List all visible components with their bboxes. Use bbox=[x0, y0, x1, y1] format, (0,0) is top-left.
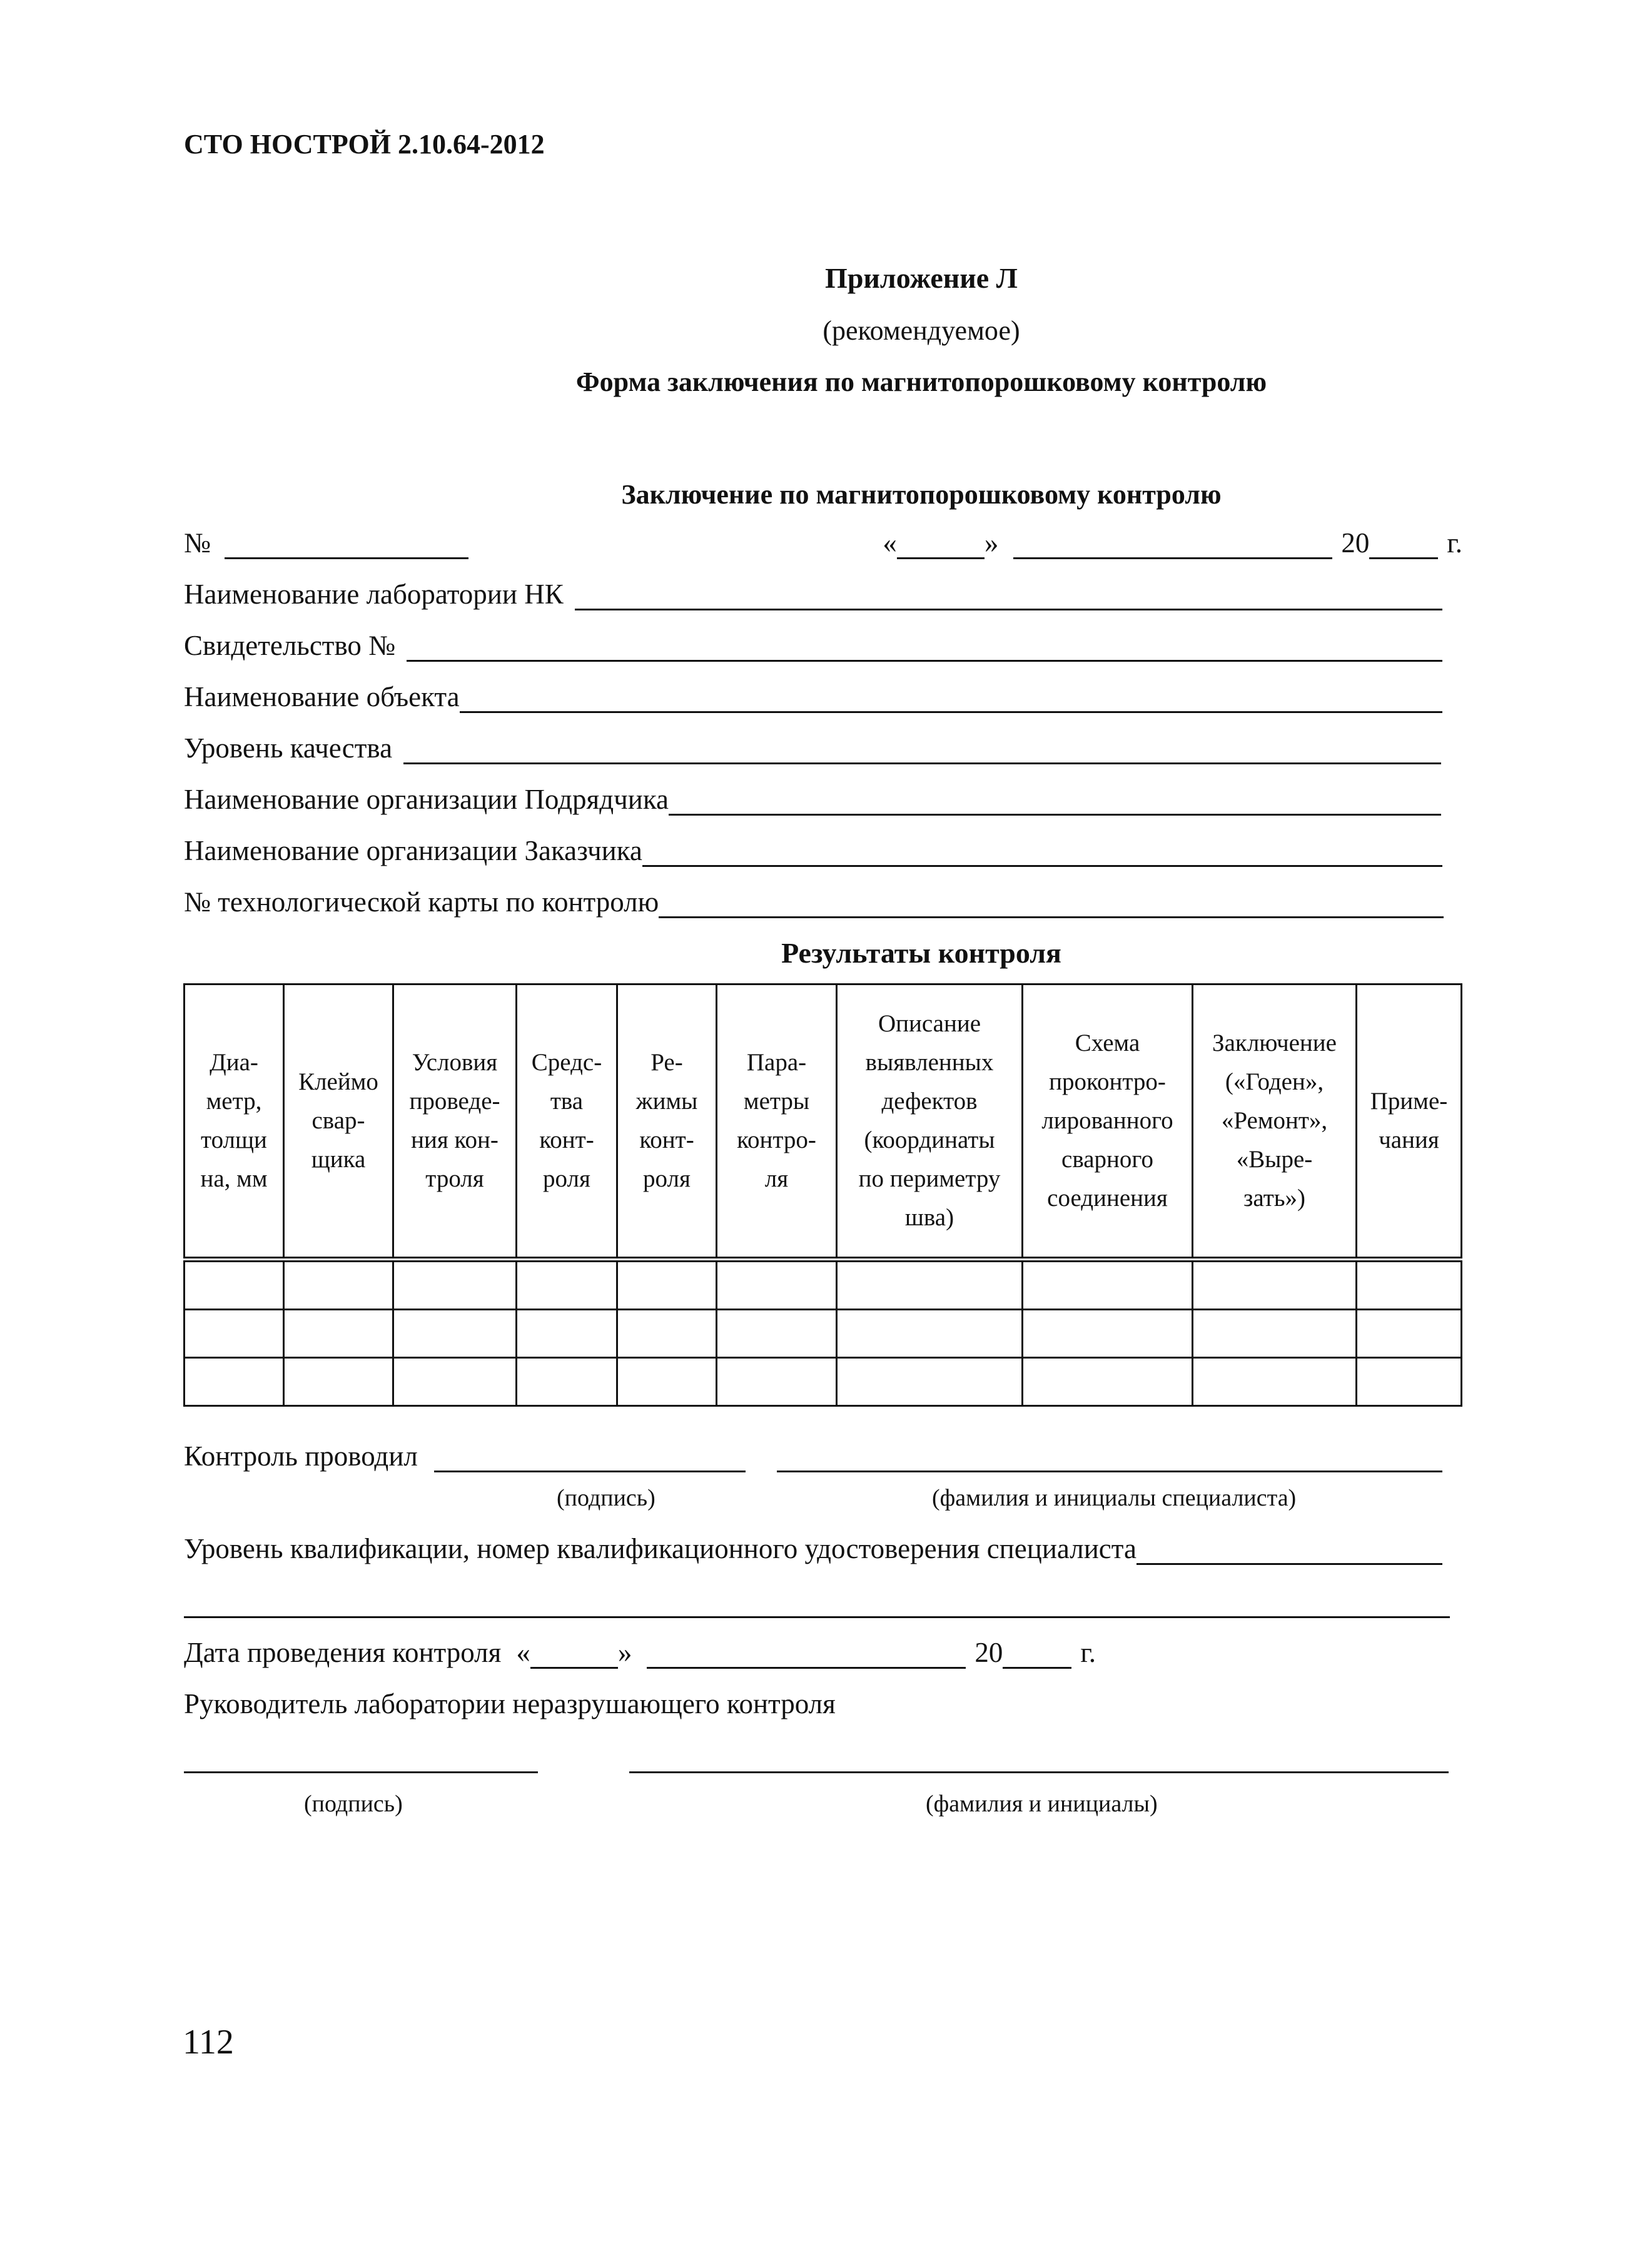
lab-head-row bbox=[184, 1688, 836, 1720]
table-cell[interactable] bbox=[617, 1310, 717, 1358]
signature-caption: (подпись) bbox=[557, 1485, 656, 1511]
col-header-modes: Ре- жимы конт- роля bbox=[617, 985, 717, 1260]
customer-row bbox=[184, 834, 1442, 867]
lab-head-label: Руководитель лаборатории неразрушающего контроля bbox=[184, 1688, 836, 1719]
performed-by-label: Контроль проводил bbox=[184, 1440, 418, 1472]
qualification-continuation-line[interactable] bbox=[184, 1616, 1450, 1618]
fullname-caption: (фамилия и инициалы специалиста) bbox=[932, 1485, 1297, 1511]
lab-name-label: Наименование лаборатории НК bbox=[184, 579, 564, 610]
contractor-field[interactable] bbox=[669, 787, 1441, 816]
control-date-open-quote: « bbox=[516, 1637, 530, 1668]
results-header-row bbox=[185, 985, 1462, 1260]
document-code-header: СТО НОСТРОЙ 2.10.64-2012 bbox=[184, 129, 545, 159]
date-open-quote: « bbox=[883, 527, 897, 559]
table-cell[interactable] bbox=[617, 1358, 717, 1406]
table-cell[interactable] bbox=[185, 1358, 284, 1406]
control-date-year-field[interactable] bbox=[1003, 1641, 1071, 1669]
performed-by-fullname-field[interactable] bbox=[777, 1444, 1442, 1472]
table-cell[interactable] bbox=[1193, 1260, 1357, 1310]
table-cell[interactable] bbox=[717, 1310, 837, 1358]
table-cell[interactable] bbox=[185, 1310, 284, 1358]
conclusion-title: Заключение по магнитопорошковому контролю bbox=[621, 479, 1222, 510]
lab-head-fullname-caption: (фамилия и инициалы) bbox=[926, 1791, 1158, 1817]
col-header-scheme: Схема проконтро- лированного сварного соединения bbox=[1023, 985, 1193, 1260]
col-header-diameter: Диа- метр, толщи на, мм bbox=[185, 985, 284, 1260]
table-cell[interactable] bbox=[717, 1358, 837, 1406]
appendix-title: Приложение Л bbox=[825, 262, 1018, 294]
certificate-label: Свидетельство № bbox=[184, 630, 396, 661]
col-header-means: Средс- тва конт- роля bbox=[517, 985, 617, 1260]
date-year-field[interactable] bbox=[1369, 531, 1438, 559]
table-row bbox=[185, 1358, 1462, 1406]
tech-card-row bbox=[184, 886, 1444, 918]
table-cell[interactable] bbox=[837, 1310, 1023, 1358]
lab-name-row bbox=[184, 578, 1442, 610]
table-cell[interactable] bbox=[393, 1260, 517, 1310]
certificate-row bbox=[184, 629, 1442, 662]
results-body bbox=[185, 1260, 1462, 1406]
table-cell[interactable] bbox=[284, 1310, 393, 1358]
quality-level-field[interactable] bbox=[403, 736, 1441, 764]
table-cell[interactable] bbox=[393, 1358, 517, 1406]
date-day-field[interactable] bbox=[897, 531, 985, 559]
table-cell[interactable] bbox=[185, 1260, 284, 1310]
control-date-row bbox=[184, 1636, 1096, 1669]
number-field[interactable] bbox=[225, 531, 468, 559]
control-date-month-field[interactable] bbox=[647, 1641, 966, 1669]
object-name-label: Наименование объекта bbox=[184, 681, 460, 712]
page-number: 112 bbox=[183, 2023, 234, 2062]
control-date-day-field[interactable] bbox=[530, 1641, 618, 1669]
table-cell[interactable] bbox=[517, 1260, 617, 1310]
form-title: Форма заключения по магнитопорошковому контролю bbox=[575, 367, 1267, 397]
results-table bbox=[183, 983, 1462, 1407]
quality-level-row bbox=[184, 732, 1441, 764]
control-year-suffix: г. bbox=[1080, 1637, 1096, 1668]
performed-by-row bbox=[184, 1440, 1442, 1472]
number-date-row bbox=[184, 527, 1462, 559]
lab-name-field[interactable] bbox=[575, 582, 1442, 610]
table-cell[interactable] bbox=[837, 1260, 1023, 1310]
table-cell[interactable] bbox=[284, 1260, 393, 1310]
tech-card-field[interactable] bbox=[659, 890, 1444, 918]
object-name-row bbox=[184, 681, 1442, 713]
table-cell[interactable] bbox=[1023, 1310, 1193, 1358]
qualification-label: Уровень квалификации, номер квалификационного удостоверения специалиста bbox=[184, 1533, 1136, 1564]
qualification-field[interactable] bbox=[1136, 1537, 1442, 1565]
contractor-row bbox=[184, 783, 1441, 816]
table-row bbox=[185, 1260, 1462, 1310]
appendix-status: (рекомендуемое) bbox=[823, 315, 1020, 346]
col-header-defects: Описание выявленных дефектов (координаты по периметру шва) bbox=[837, 985, 1023, 1260]
customer-label: Наименование организации Заказчика bbox=[184, 835, 642, 866]
table-cell[interactable] bbox=[517, 1358, 617, 1406]
lab-head-signature-field[interactable] bbox=[184, 1771, 538, 1773]
results-title: Результаты контроля bbox=[781, 937, 1061, 969]
performed-by-signature-field[interactable] bbox=[434, 1444, 746, 1472]
qualification-row bbox=[184, 1532, 1442, 1565]
contractor-label: Наименование организации Подрядчика bbox=[184, 784, 669, 815]
table-cell[interactable] bbox=[1357, 1310, 1462, 1358]
object-name-field[interactable] bbox=[460, 685, 1442, 713]
certificate-field[interactable] bbox=[407, 634, 1442, 662]
col-header-welder-mark: Клеймо свар- щика bbox=[284, 985, 393, 1260]
quality-level-label: Уровень качества bbox=[184, 732, 393, 764]
lab-head-signature-caption: (подпись) bbox=[304, 1791, 403, 1817]
table-cell[interactable] bbox=[837, 1358, 1023, 1406]
customer-field[interactable] bbox=[642, 839, 1442, 867]
col-header-notes: Приме- чания bbox=[1357, 985, 1462, 1260]
control-date-close-quote: » bbox=[617, 1637, 632, 1668]
table-cell[interactable] bbox=[1023, 1260, 1193, 1310]
control-year-prefix: 20 bbox=[974, 1637, 1003, 1668]
table-cell[interactable] bbox=[1193, 1358, 1357, 1406]
date-month-field[interactable] bbox=[1013, 531, 1332, 559]
year-suffix: г. bbox=[1447, 527, 1462, 559]
year-prefix: 20 bbox=[1341, 527, 1370, 559]
table-cell[interactable] bbox=[393, 1310, 517, 1358]
table-cell[interactable] bbox=[1023, 1358, 1193, 1406]
col-header-conclusion: Заключение («Годен», «Ремонт», «Выре- зать») bbox=[1193, 985, 1357, 1260]
table-cell[interactable] bbox=[1357, 1358, 1462, 1406]
table-cell[interactable] bbox=[1193, 1310, 1357, 1358]
lab-head-fullname-field[interactable] bbox=[629, 1771, 1449, 1773]
col-header-conditions: Условия проведе- ния кон- троля bbox=[393, 985, 517, 1260]
control-date-label: Дата проведения контроля bbox=[184, 1637, 502, 1668]
number-label: № bbox=[184, 527, 211, 559]
table-cell[interactable] bbox=[517, 1310, 617, 1358]
table-cell[interactable] bbox=[717, 1260, 837, 1310]
date-close-quote: » bbox=[984, 527, 999, 559]
table-cell[interactable] bbox=[1357, 1260, 1462, 1310]
col-header-parameters: Пара- метры контро- ля bbox=[717, 985, 837, 1260]
tech-card-label: № технологической карты по контролю bbox=[184, 886, 659, 918]
table-cell[interactable] bbox=[284, 1358, 393, 1406]
table-cell[interactable] bbox=[617, 1260, 717, 1310]
table-row bbox=[185, 1310, 1462, 1358]
